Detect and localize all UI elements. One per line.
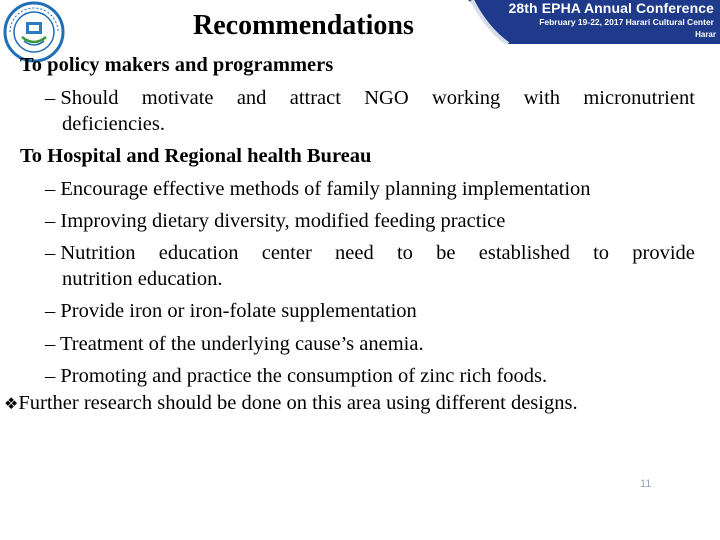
family-planning-bullet: – Encourage effective methods of family planning implementation	[45, 178, 591, 200]
nutrition-education-bullet-line2: nutrition education.	[62, 268, 223, 290]
conference-location: Harar	[695, 30, 716, 39]
conference-banner	[468, 0, 720, 44]
justified-word: need	[335, 242, 374, 264]
ngo-bullet-line2: deficiencies.	[62, 113, 166, 135]
justified-word: center	[261, 242, 312, 264]
hospital-bureau-heading: To Hospital and Regional health Bureau	[20, 145, 372, 167]
ngo-bullet-line1	[45, 85, 695, 111]
conference-title: 28th EPHA Annual Conference	[508, 0, 714, 16]
page-number: 11	[640, 478, 652, 490]
iron-supplementation-bullet: – Provide iron or iron-folate supplementation	[45, 300, 417, 322]
justified-word: be	[436, 242, 456, 264]
further-research-text: Further research should be done on this area using different designs.	[18, 392, 578, 414]
zinc-foods-bullet: – Promoting and practice the consumption of zinc rich foods.	[45, 365, 548, 387]
justified-word: – Nutrition	[45, 242, 136, 264]
justified-word: micronutrient	[583, 87, 695, 109]
further-research-item	[4, 390, 578, 417]
justified-word: established	[478, 242, 570, 264]
justified-word: provide	[632, 242, 695, 264]
dietary-diversity-bullet: – Improving dietary diversity, modified feeding practice	[45, 210, 506, 232]
justified-word: – Should	[45, 87, 119, 109]
justified-word: motivate	[141, 87, 214, 109]
policy-makers-heading: To policy makers and programmers	[20, 54, 334, 76]
justified-word: attract	[289, 87, 341, 109]
conference-date-venue: February 19-22, 2017 Harari Cultural Center	[539, 17, 714, 27]
justified-word: working	[431, 87, 501, 109]
anemia-treatment-bullet: – Treatment of the underlying cause’s anemia.	[45, 333, 424, 355]
justified-word: education	[158, 242, 239, 264]
diamond-bullet-icon: ❖	[4, 394, 19, 413]
justified-word: with	[523, 87, 561, 109]
justified-word: NGO	[364, 87, 409, 109]
justified-word: to	[593, 242, 610, 264]
justified-word: and	[236, 87, 267, 109]
nutrition-education-bullet-line1	[45, 240, 695, 266]
slide-title: Recommendations	[193, 10, 414, 41]
justified-word: to	[396, 242, 413, 264]
